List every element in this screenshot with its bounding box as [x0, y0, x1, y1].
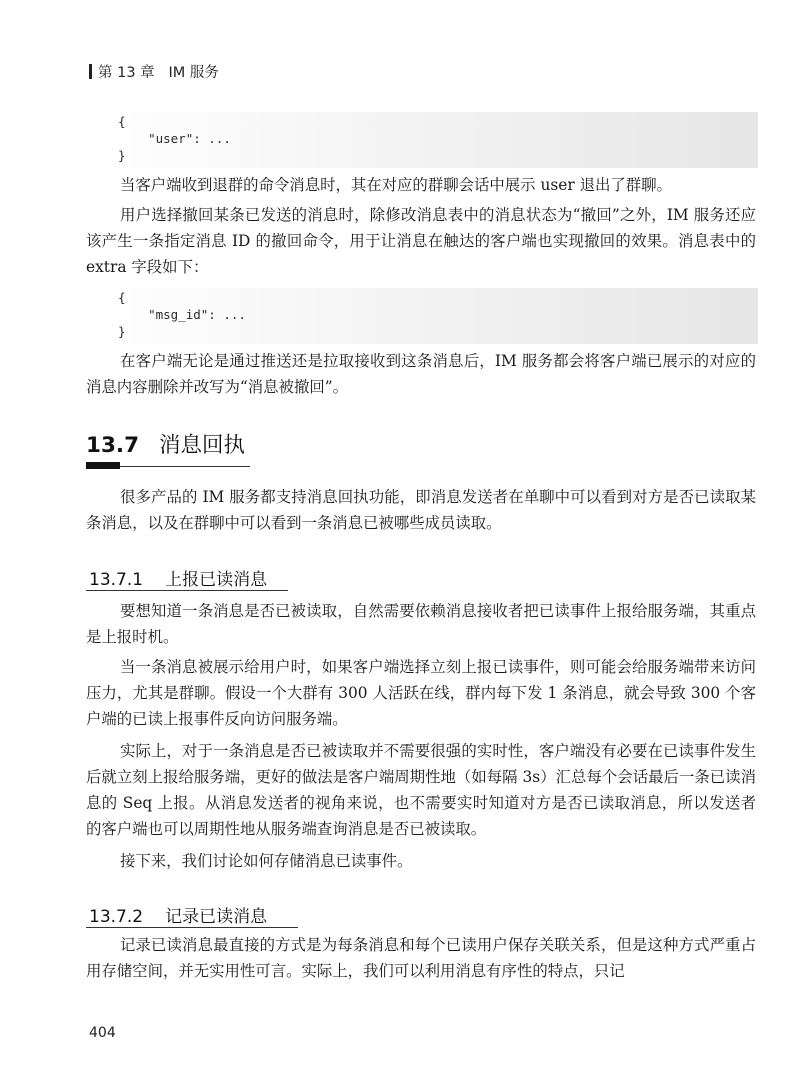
code-line: "msg_id": ...: [118, 307, 246, 322]
subsection-number: 13.7.2: [89, 907, 144, 927]
code-line: {: [118, 290, 126, 305]
paragraph: 很多产品的 IM 服务都支持消息回执功能，即消息发送者在单聊中可以看到对方是否已读取某条消息，以及在群聊中可以看到一条消息已被哪些成员读取。: [86, 488, 756, 532]
code-line: }: [118, 324, 126, 339]
header-title: IM 服务: [168, 65, 219, 81]
subsection-title: 上报已读消息: [165, 570, 268, 590]
subsection-underline: [86, 590, 288, 591]
code-block: [86, 112, 758, 168]
paragraph: 当客户端收到退群的命令消息时，其在对应的群聊会话中展示 user 退出了群聊。: [120, 176, 672, 194]
subsection-number: 13.7.1: [89, 570, 144, 590]
header-bar: [89, 64, 92, 79]
subsection-underline: [86, 927, 298, 928]
section-number: 13.7: [86, 433, 140, 458]
paragraph: 记录已读消息最直接的方式是为每条消息和每个已读用户保存关联关系，但是这种方式严重占用存储空间，并无实用性可言。实际上，我们可以利用消息有序性的特点，只记: [86, 936, 756, 980]
paragraph: 接下来，我们讨论如何存储消息已读事件。: [120, 852, 413, 870]
subsection-title: 记录已读消息: [165, 907, 268, 927]
subsection-heading: [89, 565, 267, 590]
section-title: 消息回执: [159, 433, 246, 458]
paragraph: 用户选择撤回某条已发送的消息时，除修改消息表中的消息状态为“撤回”之外，IM 服务还应该产生一条指定消息 ID 的撤回命令，用于让消息在触达的客户端也实现撤回的效果。消息表中的 extra 字段如下：: [86, 206, 756, 276]
code-block: [86, 288, 758, 344]
section-underline-accent: [86, 462, 120, 469]
page-number: 404: [89, 1025, 116, 1041]
code-line: {: [118, 114, 126, 129]
code-line: "user": ...: [118, 131, 231, 146]
paragraph: 要想知道一条消息是否已被读取，自然需要依赖消息接收者把已读事件上报给服务端，其重点是上报时机。: [86, 602, 756, 646]
subsection-heading: [89, 902, 267, 927]
paragraph: 实际上，对于一条消息是否已被读取并不需要很强的实时性，客户端没有必要在已读事件发生后就立刻上报给服务端，更好的做法是客户端周期性地（如每隔 3s）汇总每个会话最后一条已读消息的 Seq 上报。从消息发送者的视角来说，也不需要实时知道对方是否已读取消息，所以发送者的客户端也可以周期性地从服务端查询消息是否已被读取。: [86, 742, 756, 838]
section-heading: [86, 428, 245, 459]
paragraph: 当一条消息被展示给用户时，如果客户端选择立刻上报已读事件，则可能会给服务端带来访问压力，尤其是群聊。假设一个大群有 300 人活跃在线，群内每下发 1 条消息，就会导致 300 个客户端的已读上报事件反向访问服务端。: [86, 658, 756, 728]
header-chapter: 第 13 章: [98, 65, 155, 81]
running-header: [89, 61, 219, 82]
code-line: }: [118, 148, 126, 163]
paragraph: 在客户端无论是通过推送还是拉取接收到这条消息后，IM 服务都会将客户端已展示的对应的消息内容删除并改写为“消息被撤回”。: [86, 352, 756, 396]
